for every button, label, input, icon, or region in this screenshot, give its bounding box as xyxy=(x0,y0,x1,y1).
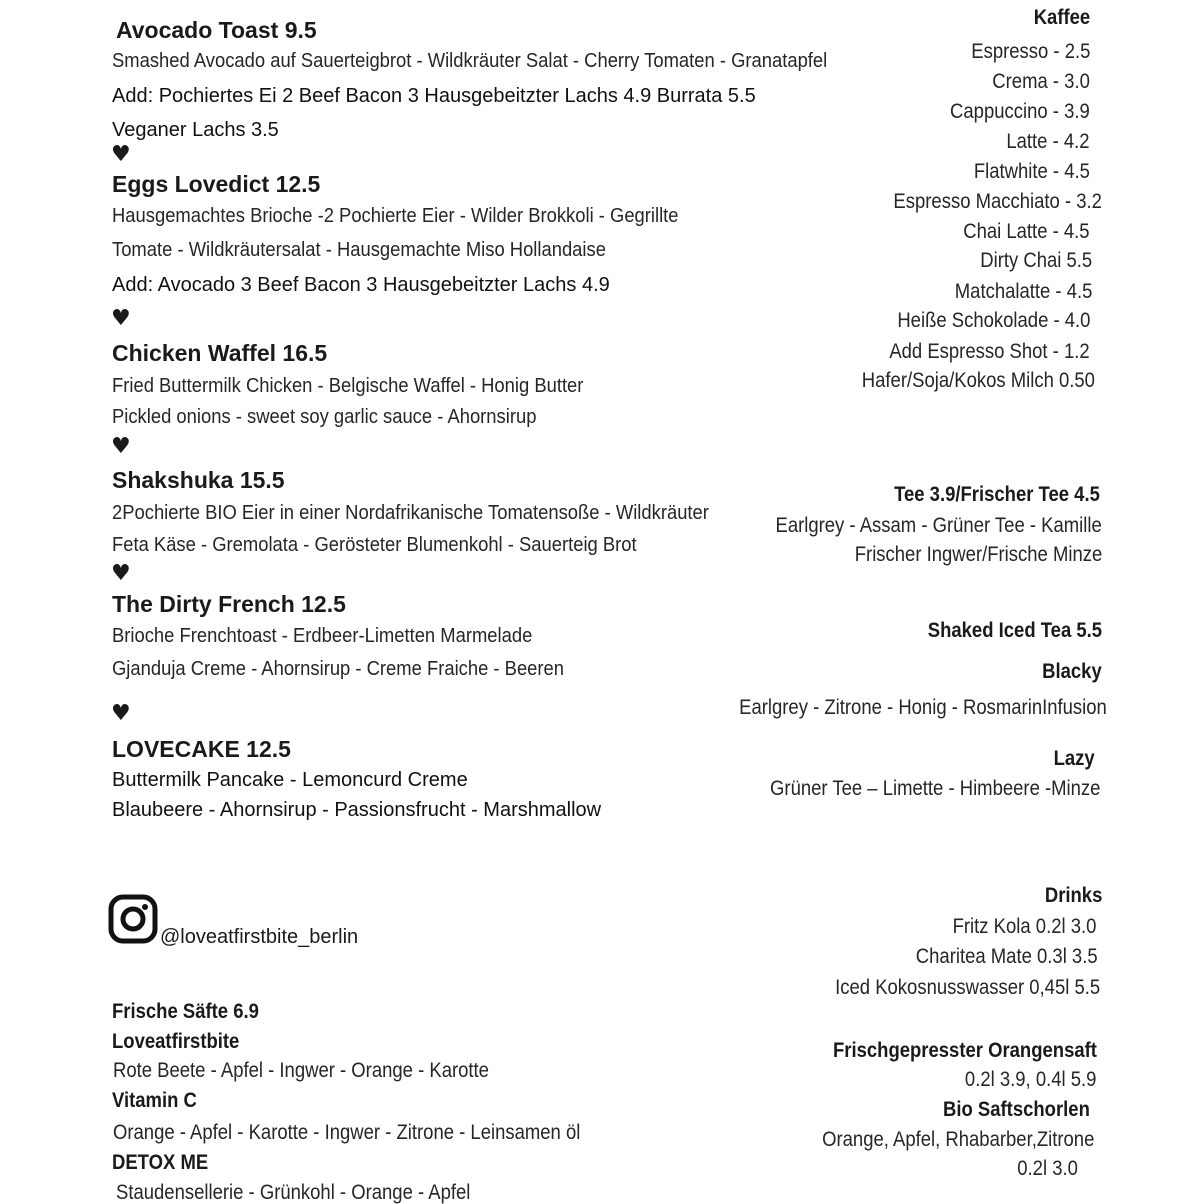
dish-title-dirty-french: The Dirty French 12.5 xyxy=(112,591,346,617)
saft-line: Orange - Apfel - Karotte - Ingwer - Zitrone - Leinsamen öl xyxy=(113,1121,581,1144)
dish-addons-avocado-toast-2: Veganer Lachs 3.5 xyxy=(112,119,279,141)
dish-title-avocado-toast: Avocado Toast 9.5 xyxy=(116,17,317,43)
heart-icon: ♥ xyxy=(111,701,131,726)
saft-name: DETOX ME xyxy=(112,1151,209,1174)
iced-tea-blacky-title: Blacky xyxy=(1042,660,1102,683)
kaffee-item: Matchalatte - 4.5 xyxy=(954,280,1092,303)
instagram-icon[interactable] xyxy=(108,894,158,944)
dish-desc-dirty-french-1: Brioche Frenchtoast - Erdbeer-Limetten Marmelade xyxy=(112,625,533,647)
dish-title-shakshuka: Shakshuka 15.5 xyxy=(112,467,285,493)
dish-desc-eggs-lovedict-1: Hausgemachtes Brioche -2 Pochierte Eier - Wilder Brokkoli - Gegrillte xyxy=(112,205,679,227)
kaffee-item: Crema - 3.0 xyxy=(992,70,1090,93)
dish-desc-lovecake-1: Buttermilk Pancake - Lemoncurd Creme xyxy=(112,769,468,791)
tee-line-1: Earlgrey - Assam - Grüner Tee - Kamille xyxy=(775,514,1102,537)
heart-icon: ♥ xyxy=(111,561,131,586)
drinks-title: Drinks xyxy=(1044,884,1102,907)
iced-tea-title: Shaked Iced Tea 5.5 xyxy=(927,619,1102,642)
dish-title-lovecake: LOVECAKE 12.5 xyxy=(112,736,291,762)
drinks-item: Iced Kokosnusswasser 0,45l 5.5 xyxy=(834,976,1100,999)
dish-desc-chicken-waffel-1: Fried Buttermilk Chicken - Belgische Waffel - Honig Butter xyxy=(112,375,584,397)
kaffee-item: Dirty Chai 5.5 xyxy=(980,249,1092,272)
dish-desc-lovecake-2: Blaubeere - Ahornsirup - Passionsfrucht - Marshmallow xyxy=(112,799,602,821)
drinks-item: Fritz Kola 0.2l 3.0 xyxy=(952,915,1096,938)
dish-desc-shakshuka-1: 2Pochierte BIO Eier in einer Nordafrikanische Tomatensoße - Wildkräuter xyxy=(112,502,709,524)
kaffee-item: Add Espresso Shot - 1.2 xyxy=(889,340,1090,363)
heart-icon: ♥ xyxy=(111,434,131,459)
iced-tea-lazy-line: Grüner Tee – Limette - Himbeere -Minze xyxy=(769,777,1100,800)
kaffee-item: Heiße Schokolade - 4.0 xyxy=(896,309,1090,332)
kaffee-item: Latte - 4.2 xyxy=(1006,130,1090,153)
heart-icon: ♥ xyxy=(111,306,131,331)
instagram-handle[interactable]: @loveatfirstbite_berlin xyxy=(160,926,359,948)
tee-title: Tee 3.9/Frischer Tee 4.5 xyxy=(894,483,1100,506)
iced-tea-lazy-title: Lazy xyxy=(1053,747,1095,770)
saft-name: Vitamin C xyxy=(112,1089,197,1112)
kaffee-title: Kaffee xyxy=(1033,6,1090,29)
iced-tea-blacky-line: Earlgrey - Zitrone - Honig - RosmarinInfusion xyxy=(739,696,1107,719)
saftschorlen-line: Orange, Apfel, Rhabarber,Zitrone xyxy=(821,1128,1094,1151)
heart-icon: ♥ xyxy=(111,142,131,167)
dish-desc-chicken-waffel-2: Pickled onions - sweet soy garlic sauce - Ahornsirup xyxy=(112,406,537,428)
dish-title-chicken-waffel: Chicken Waffel 16.5 xyxy=(112,340,328,366)
saftschorlen-title: Bio Saftschorlen xyxy=(943,1098,1090,1121)
dish-desc-shakshuka-2: Feta Käse - Gremolata - Gerösteter Blumenkohl - Sauerteig Brot xyxy=(112,534,637,556)
kaffee-item: Chai Latte - 4.5 xyxy=(963,220,1090,243)
orangensaft-sizes: 0.2l 3.9, 0.4l 5.9 xyxy=(964,1068,1096,1091)
dish-desc-avocado-toast: Smashed Avocado auf Sauerteigbrot - Wildkräuter Salat - Cherry Tomaten - Granatapfel xyxy=(112,50,828,72)
drinks-item: Charitea Mate 0.3l 3.5 xyxy=(916,945,1098,968)
kaffee-item: Hafer/Soja/Kokos Milch 0.50 xyxy=(861,369,1095,392)
kaffee-item: Cappuccino - 3.9 xyxy=(950,100,1090,123)
dish-desc-dirty-french-2: Gjanduja Creme - Ahornsirup - Creme Fraiche - Beeren xyxy=(112,658,565,680)
tee-line-2: Frischer Ingwer/Frische Minze xyxy=(854,543,1102,566)
saftschorlen-size: 0.2l 3.0 xyxy=(1017,1157,1078,1180)
saefte-title: Frische Säfte 6.9 xyxy=(112,1000,259,1023)
saft-line: Staudensellerie - Grünkohl - Orange - Apfel xyxy=(116,1181,471,1204)
dish-title-eggs-lovedict: Eggs Lovedict 12.5 xyxy=(112,171,321,197)
saft-line: Rote Beete - Apfel - Ingwer - Orange - Karotte xyxy=(113,1059,489,1082)
dish-addons-avocado-toast: Add: Pochiertes Ei 2 Beef Bacon 3 Hausgebeitzter Lachs 4.9 Burrata 5.5 xyxy=(112,85,756,107)
kaffee-item: Flatwhite - 4.5 xyxy=(973,160,1090,183)
kaffee-item: Espresso - 2.5 xyxy=(970,40,1090,63)
orangensaft-title: Frischgepresster Orangensaft xyxy=(833,1039,1097,1062)
dish-addons-eggs-lovedict: Add: Avocado 3 Beef Bacon 3 Hausgebeitzter Lachs 4.9 xyxy=(112,274,610,296)
dish-desc-eggs-lovedict-2: Tomate - Wildkräutersalat - Hausgemachte Miso Hollandaise xyxy=(112,239,606,261)
kaffee-item: Espresso Macchiato - 3.2 xyxy=(893,190,1102,213)
saft-name: Loveatfirstbite xyxy=(112,1030,240,1053)
